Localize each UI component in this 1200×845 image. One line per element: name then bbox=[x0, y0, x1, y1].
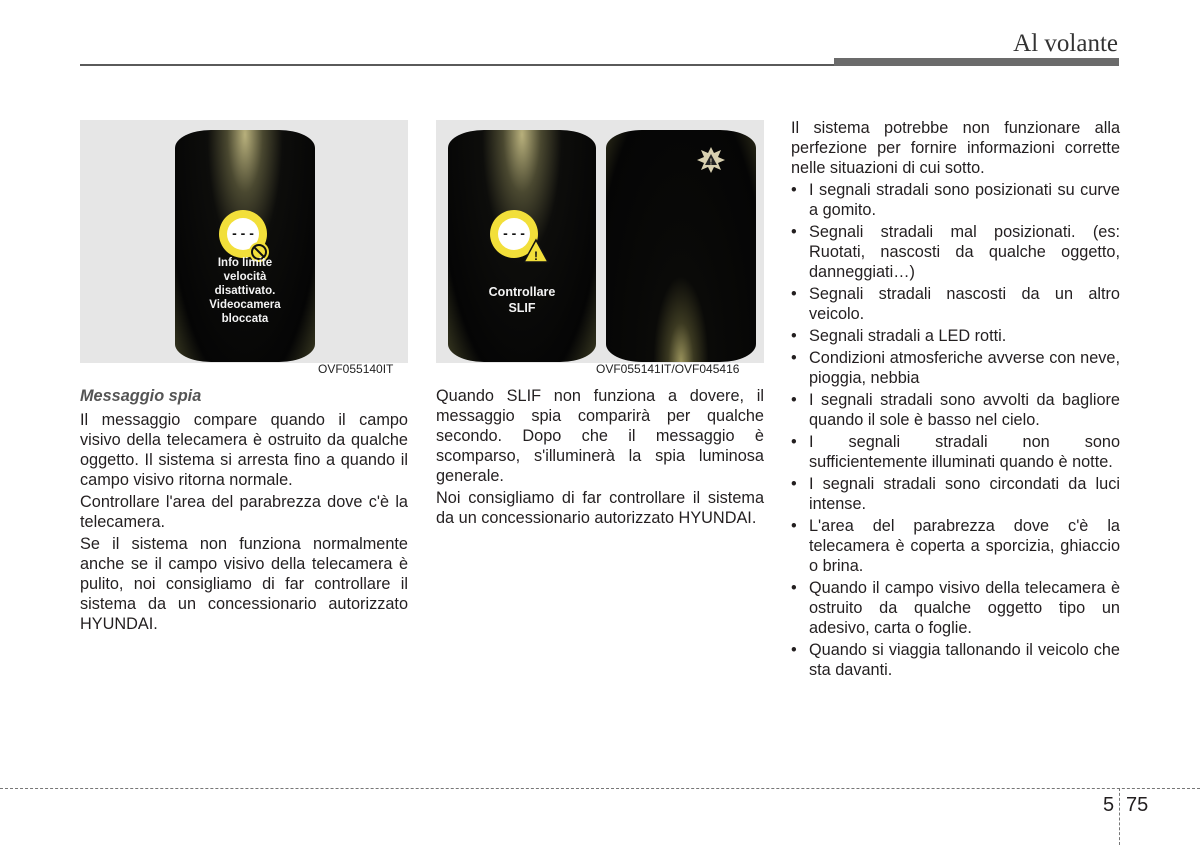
svg-text:!: ! bbox=[534, 249, 538, 263]
cluster-display bbox=[175, 130, 315, 362]
figure-code: OVF055140IT bbox=[318, 362, 394, 376]
page-header-title: Al volante bbox=[1013, 30, 1118, 57]
header-rule bbox=[80, 64, 840, 66]
list-item: • Segnali stradali a LED rotti. bbox=[791, 326, 1120, 346]
speed-limit-warning-icon bbox=[486, 206, 550, 266]
chapter-number: 5 bbox=[1103, 794, 1115, 816]
svg-text:- - -: - - - bbox=[503, 225, 525, 241]
limitations-list bbox=[791, 180, 1120, 680]
page-number: 75 bbox=[1126, 794, 1149, 816]
header-rule-thick bbox=[834, 58, 1119, 66]
list-item: • Quando il campo visivo della telecamera è ostruito da qualche oggetto tipo un adesivo, carta o foglie. bbox=[791, 578, 1120, 638]
svg-text:- - -: - - - bbox=[232, 225, 254, 241]
cluster-display-master-warning bbox=[606, 130, 756, 362]
section-subheading: Messaggio spia bbox=[80, 387, 202, 405]
figure-camera-blocked bbox=[80, 120, 408, 363]
list-item: • I segnali stradali sono posizionati su curve a gomito. bbox=[791, 180, 1120, 220]
list-item: • Quando si viaggia tallonando il veicolo che sta davanti. bbox=[791, 640, 1120, 680]
screen-warning-text: Info limite velocità disattivato. Videocamera bloccata bbox=[209, 257, 281, 325]
list-item: • Segnali stradali nascosti da un altro veicolo. bbox=[791, 284, 1120, 324]
svg-text:!: ! bbox=[709, 157, 713, 167]
list-item: • I segnali stradali non sono sufficientemente illuminati quando è notte. bbox=[791, 432, 1120, 472]
intro-paragraph: Il sistema potrebbe non funzionare alla perfezione per fornire informazioni corrette nelle situazioni di cui sotto. bbox=[791, 119, 1120, 177]
list-item: • Segnali stradali mal posizionati. (es: Ruotati, nascosti da qualche oggetto, danneggiati…) bbox=[791, 222, 1120, 282]
figure-check-slif bbox=[436, 120, 764, 363]
cluster-display bbox=[448, 130, 596, 362]
paragraph: Quando SLIF non funziona a dovere, il messaggio spia comparirà per qualche secondo. Dopo che il messaggio è scomparso, s'illuminerà la spia luminosa generale. bbox=[436, 387, 764, 485]
figure-code: OVF055141IT/OVF045416 bbox=[596, 362, 740, 376]
column-middle bbox=[436, 386, 764, 530]
paragraph: Il messaggio compare quando il campo visivo della telecamera è ostruito da qualche oggetto. Il sistema si arresta fino a quando il campo visivo ritorna normale. bbox=[80, 411, 408, 489]
list-item: • Condizioni atmosferiche avverse con neve, pioggia, nebbia bbox=[791, 348, 1120, 388]
column-right bbox=[791, 118, 1120, 682]
master-warning-icon bbox=[696, 146, 726, 174]
footer-divider bbox=[1119, 788, 1120, 845]
paragraph: Se il sistema non funziona normalmente anche se il campo visivo della telecamera è pulito, noi consigliamo di far controllare il sistema da un concessionario autorizzato HYUNDAI. bbox=[80, 535, 408, 633]
paragraph: Noi consigliamo di far controllare il sistema da un concessionario autorizzato HYUNDAI. bbox=[436, 489, 764, 527]
list-item: • L'area del parabrezza dove c'è la telecamera è coperta a sporcizia, ghiaccio o brina. bbox=[791, 516, 1120, 576]
screen-warning-text: Controllare SLIF bbox=[488, 285, 556, 315]
paragraph: Controllare l'area del parabrezza dove c'è la telecamera. bbox=[80, 493, 408, 531]
list-item: • I segnali stradali sono avvolti da bagliore quando il sole è basso nel cielo. bbox=[791, 390, 1120, 430]
list-item: • I segnali stradali sono circondati da luci intense. bbox=[791, 474, 1120, 514]
column-left bbox=[80, 386, 408, 636]
footer-rule bbox=[0, 788, 1200, 789]
